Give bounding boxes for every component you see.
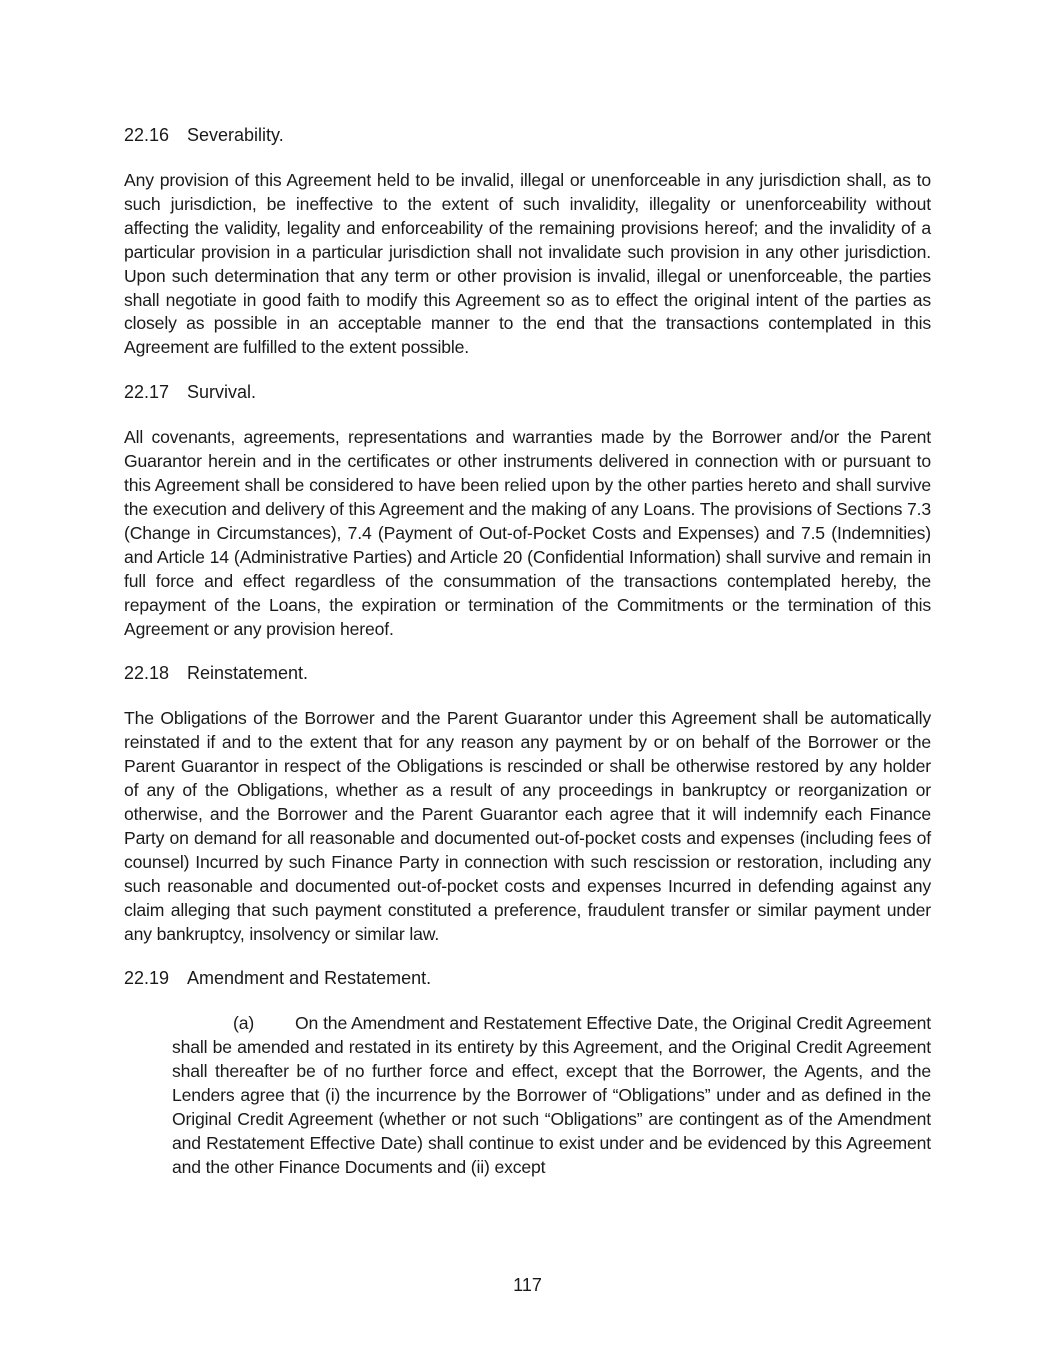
- section-title: Severability.: [187, 125, 284, 145]
- section-body-reinstatement: The Obligations of the Borrower and the Parent Guarantor under this Agreement shall be automatically reinstated if and to the extent that for any reason any payment by or on behalf of the Borrower or the Parent Guarantor in respect of the Obligations is rescinded or shall be otherwise restored by any holder of any of the Obligations, whether as a result of any proceedings in bankruptcy or reorganization or otherwise, and the Borrower and the Parent Guarantor each agree that it will indemnify each Finance Party on demand for all reasonable and documented out-of-pocket costs and expenses (including fees of counsel) Incurred by such Finance Party in connection with such rescission or restoration, including any such reasonable and documented out-of-pocket costs and expenses Incurred in defending against any claim alleging that such payment constituted a preference, fraudulent transfer or similar payment under any bankruptcy, insolvency or similar law.: [124, 708, 931, 944]
- section-title: Amendment and Restatement.: [187, 968, 432, 989]
- section-title: Survival.: [187, 382, 257, 403]
- subsection-body: On the Amendment and Restatement Effective Date, the Original Credit Agreement shall be amended and restated in its entirety by this Agreement, and the Original Credit Agreement shall thereafter be of no further force and effect, except that the Borrower, the Agents, and the Lenders agree that (i) the incurrence by the Borrower of “Obligations” under and as defined in the Original Credit Agreement (whether or not such “Obligations” are contingent as of the Amendment and Restatement Effective Date) shall continue to exist under and be evidenced by this Agreement and the other Finance Documents and (ii) except: [172, 1013, 931, 1177]
- section-heading-reinstatement: [124, 661, 931, 685]
- page-content: [124, 123, 931, 1197]
- subsection-label: (a): [233, 1013, 255, 1034]
- section-number: 22.17: [124, 382, 170, 403]
- subsection-a: [172, 1012, 931, 1179]
- section-body-severability: Any provision of this Agreement held to be invalid, illegal or unenforceable in any jurisdiction shall, as to such jurisdiction, be ineffective to the extent of such invalidity, illegality or unenforceability without affecting the validity, legality and enforceability of the remaining provisions hereof; and the invalidity of a particular provision in a particular jurisdiction shall not invalidate such provision in any other jurisdiction. Upon such determination that any term or other provision is invalid, illegal or unenforceable, the parties shall negotiate in good faith to modify this Agreement so as to effect the original intent of the parties as closely as possible in an acceptable manner to the end that the transactions contemplated in this Agreement are fulfilled to the extent possible.: [124, 170, 931, 358]
- section-heading-amendment-restatement: [124, 966, 931, 990]
- section-number: 22.18: [124, 663, 170, 684]
- page-number: 117: [513, 1275, 542, 1295]
- section-title: Reinstatement.: [187, 663, 309, 684]
- section-body-survival: All covenants, agreements, representations and warranties made by the Borrower and/or the Parent Guarantor herein and in the certificates or other instruments delivered in connection with or pursuant to this Agreement shall be considered to have been relied upon by the other parties hereto and shall survive the execution and delivery of this Agreement and the making of any Loans. The provisions of Sections 7.3 (Change in Circumstances), 7.4 (Payment of Out-of-Pocket Costs and Expenses) and 7.5 (Indemnities) and Article 14 (Administrative Parties) and Article 20 (Confidential Information) shall survive and remain in full force and effect regardless of the consummation of the transactions contemplated hereby, the repayment of the Loans, the expiration or termination of the Commitments or the termination of this Agreement or any provision hereof.: [124, 427, 931, 639]
- section-heading-survival: [124, 380, 931, 404]
- section-number: 22.19: [124, 968, 170, 989]
- section-number: 22.16: [124, 125, 170, 145]
- section-heading-severability: [124, 123, 931, 147]
